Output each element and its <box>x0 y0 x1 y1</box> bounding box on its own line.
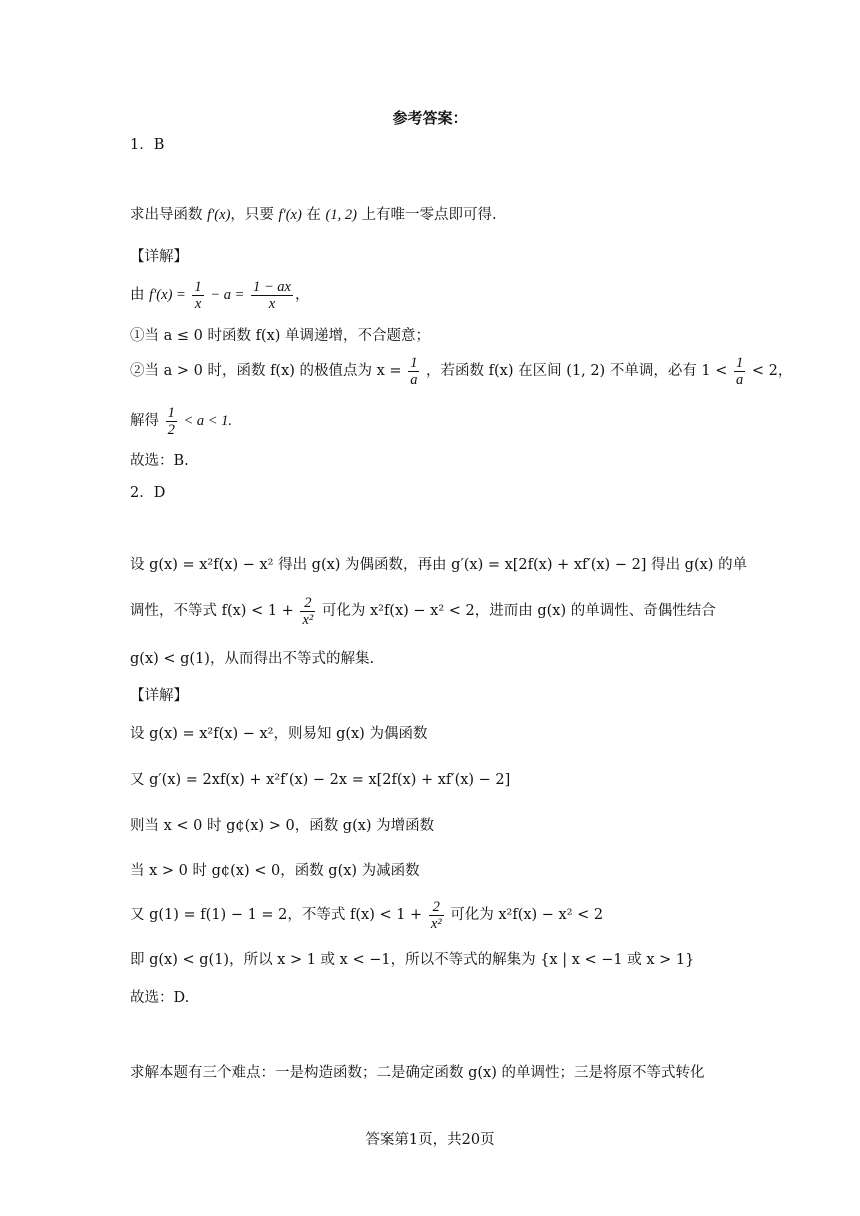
question-number: 2．D <box>130 485 166 501</box>
fraction: $\frac{2}{\text{x²}}$ <box>302 594 314 628</box>
analysis-line: 调性，不等式 f(x) < 1 + $\frac{2}{\text{x²}}$ 可化为 x²f(x) − x² < 2，进而由 g(x) 的单调性、奇偶性结合 <box>130 594 716 628</box>
math-expression: f′(x) <box>278 207 302 223</box>
page-title: 参考答案： <box>392 109 468 127</box>
case-two-line: ②当 a > 0 时，函数 f(x) 的极值点为 x = $\frac{1}{a}$ ，若函数 f(x) 在区间 (1, 2) 不单调，必有 1 < $\frac{1}{a}$ < 2， <box>130 354 793 388</box>
math-expression: − a = <box>210 287 245 303</box>
solution-line: 解得 $\frac{1}{2}$ < a < 1. <box>130 404 233 438</box>
analysis-line: 设 g(x) = x²f(x) − x² 得出 g(x) 为偶函数，再由 g′(x) = x[2f(x) + xf′(x) − 2] 得出 g(x) 的单 <box>130 557 748 573</box>
math-expression: (1, 2) <box>325 207 357 223</box>
detail-line: 又 g′(x) = 2xf(x) + x²f′(x) − 2x = x[2f(x) + xf′(x) − 2] <box>130 772 511 788</box>
math-expression: f′(x) = <box>149 287 186 303</box>
fraction: $\frac{1}{a}$ <box>736 354 744 388</box>
derivative-line: 由 f′(x) = $\frac{1}{x}$ − a = $\frac{1 - ax}{x}$ ， <box>130 278 310 312</box>
step-text: 由 <box>130 287 145 303</box>
analysis-text: 在 <box>306 207 321 223</box>
fraction: $\frac{1}{x}$ <box>194 278 202 312</box>
fraction: $\frac{1}{2}$ <box>167 404 175 438</box>
answer-line: 故选：B. <box>130 453 189 469</box>
detail-line: 当 x > 0 时 g¢(x) < 0，函数 g(x) 为减函数 <box>130 863 420 879</box>
analysis-text: ，只要 <box>230 207 274 223</box>
question-number: 1．B <box>130 137 165 153</box>
answer-line: 故选：D. <box>130 990 190 1006</box>
detail-line: 即 g(x) < g(1)，所以 x > 1 或 x < −1，所以不等式的解集为 {x | x < −1 或 x > 1} <box>130 952 695 968</box>
detail-line: 设 g(x) = x²f(x) − x²，则易知 g(x) 为偶函数 <box>130 726 428 742</box>
analysis-line: g(x) < g(1)，从而得出不等式的解集. <box>130 651 375 667</box>
detail-line: 则当 x < 0 时 g¢(x) > 0，函数 g(x) 为增函数 <box>130 818 435 834</box>
comment-line: 求解本题有三个难点：一是构造函数；二是确定函数 g(x) 的单调性；三是将原不等式转化 <box>130 1065 705 1081</box>
detail-line: 又 g(1) = f(1) − 1 = 2，不等式 f(x) < 1 + $\frac{2}{\text{x²}}$ 可化为 x²f(x) − x² < 2 <box>130 898 604 932</box>
detail-header: 【详解】 <box>130 688 188 704</box>
case-one-line: ①当 a ≤ 0 时函数 f(x) 单调递增，不合题意； <box>130 328 431 344</box>
analysis-text: 求出导函数 <box>130 207 203 223</box>
detail-header: 【详解】 <box>130 249 188 265</box>
fraction: $\frac{1 - ax}{x}$ <box>252 278 291 312</box>
analysis-text: 上有唯一零点即可得. <box>361 207 497 223</box>
analysis-paragraph <box>130 205 497 225</box>
page-footer: 答案第1页，共20页 <box>365 1132 495 1148</box>
fraction: $\frac{1}{a}$ <box>410 354 418 388</box>
fraction: $\frac{2}{\text{x²}}$ <box>430 898 442 932</box>
math-expression: f′(x) <box>207 207 231 223</box>
